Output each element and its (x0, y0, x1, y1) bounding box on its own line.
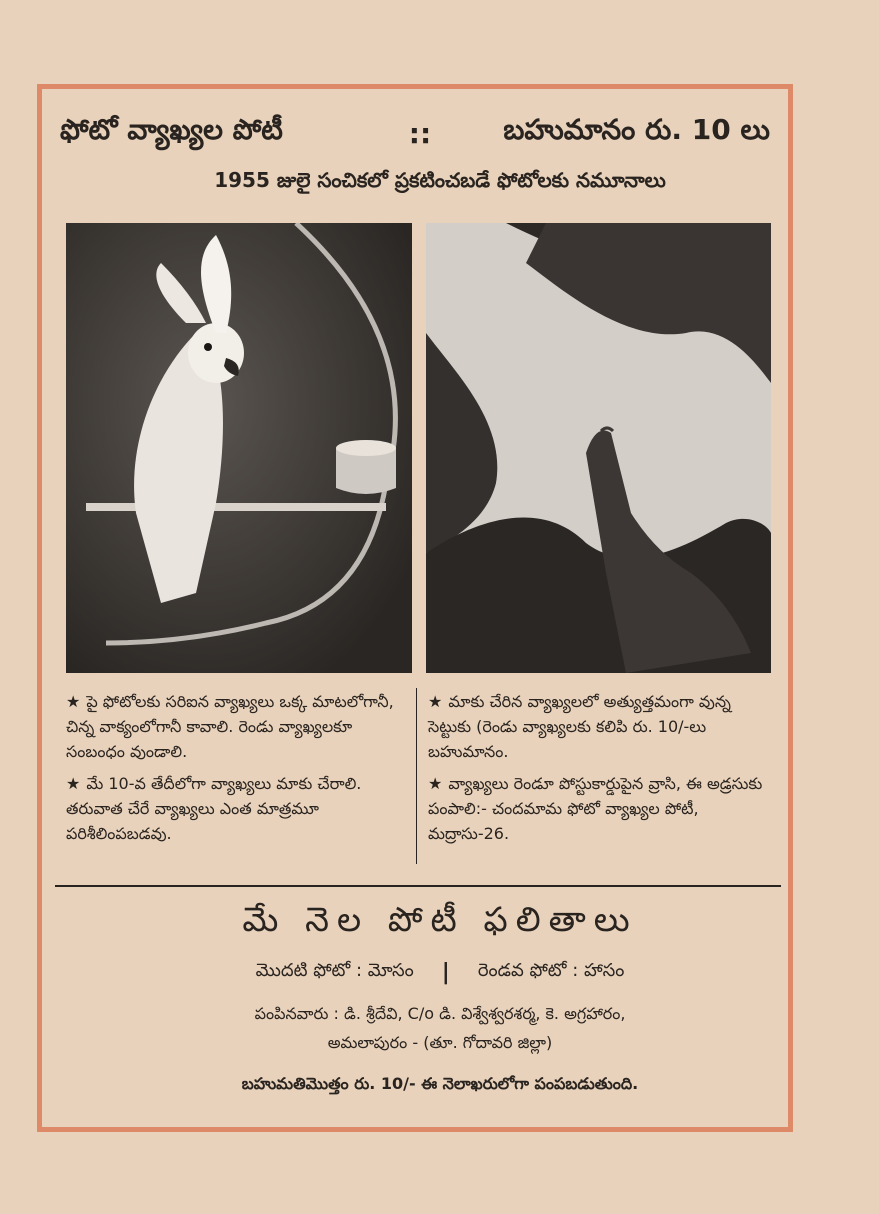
vertical-divider (416, 688, 417, 864)
contest-header (60, 108, 770, 158)
prize-footer: బహుమతిమొత్తం రు. 10/- ఈ నెలాఖరులోగా పంపబడుతుంది. (241, 1074, 639, 1093)
rules-left (66, 690, 406, 855)
results-title: మే నెల పోటీ ఫలితాలు (242, 900, 638, 940)
peacock-photo (426, 223, 771, 673)
winners-separator: | (441, 960, 450, 985)
rule-item: ★ పై ఫోటోలకు సరిఐన వ్యాఖ్యలు ఒక్క మాటలోగానీ, చిన్న వాక్యంలోగానీ కావాలి. రెండు వ్యాఖ్యలకూ సంబంధం వుండాలి. (66, 692, 394, 761)
star-icon: ★ (428, 774, 443, 794)
sender-info (60, 1000, 820, 1058)
header-separator: :: (408, 116, 432, 150)
first-photo-result: మొదటి ఫోటో : మోసం (255, 960, 414, 981)
rule-item: ★ వ్యాఖ్యలు రెండూ పోస్టుకార్డుపైన వ్రాసి, ఈ అడ్రసుకు పంపాలి:- చందమామ ఫోటో వ్యాఖ్యల పోటీ, మద్రాసు-26. (428, 774, 763, 843)
subheading: 1955 జులై సంచికలో ప్రకటించబడే ఫోటోలకు నమూనాలు (214, 168, 666, 192)
rule-item: ★ మాకు చేరిన వ్యాఖ్యలలో అత్యుత్తమంగా వున్న సెట్టుకు (రెండు వ్యాఖ్యలకు కలిపి రు. 10/-లు బహుమానం. (428, 692, 731, 761)
star-icon: ★ (66, 774, 81, 794)
sender-line-1: పంపినవారు : డి. శ్రీదేవి, C/o డి. విశ్వేశ్వరశర్మ, కె. అగ్రహారం, (254, 1004, 626, 1023)
winners-row (60, 960, 820, 985)
sender-line-2: అమలాపురం - (తూ. గోదావరి జిల్లా) (327, 1032, 553, 1052)
rules-right (428, 690, 773, 855)
star-icon: ★ (66, 692, 81, 711)
star-icon: ★ (428, 692, 443, 711)
horizontal-divider (55, 885, 781, 887)
rule-item: ★ మే 10-వ తేదీలోగా వ్యాఖ్యలు మాకు చేరాలి. తరువాత చేరే వ్యాఖ్యలు ఎంత మాత్రమూ పరిశీలింపబడవు. (66, 774, 362, 843)
cockatoo-photo (66, 223, 412, 673)
second-photo-result: రెండవ ఫోటో : హాసం (477, 960, 625, 981)
prize-amount: బహుమానం రు. 10 లు (503, 113, 770, 146)
contest-title: ఫోటో వ్యాఖ్యల పోటీ (60, 113, 283, 146)
